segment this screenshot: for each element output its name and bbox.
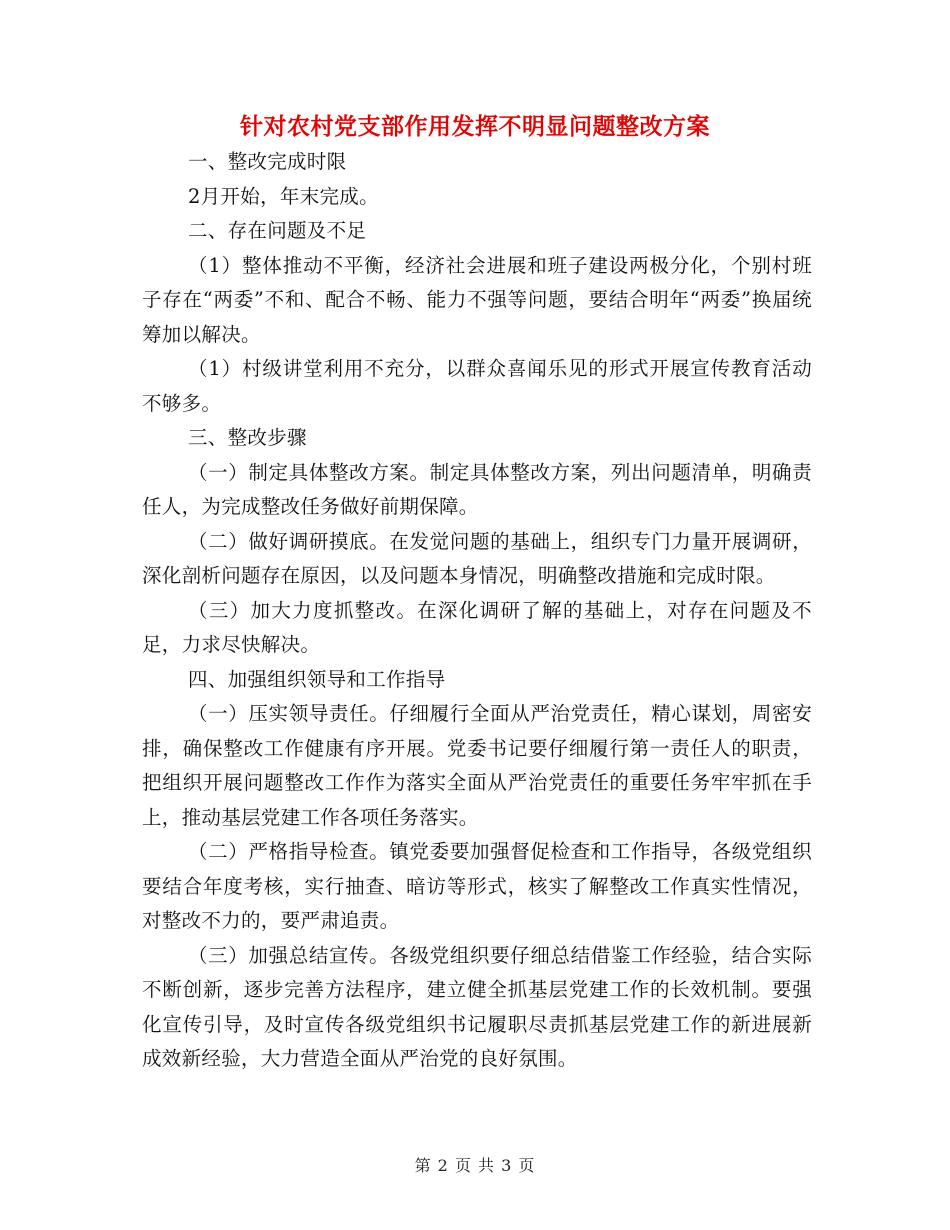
- document-title: 针对农村党支部作用发挥不明显问题整改方案: [240, 113, 710, 140]
- section-heading-steps: 三、整改步骤: [188, 426, 307, 449]
- paragraph-leadership-1: （一）压实领导责任。仔细履行全面从严治党责任，精心谋划，周密安排，确保整改工作健康有序开展。党委书记要仔细履行第一责任人的职责，把组织开展问题整改工作作为落实全面从严治党责任的重要任务牢牢抓在手上，推动基层党建工作各项任务落实。: [142, 702, 812, 829]
- section-heading-problems: 二、存在问题及不足: [188, 219, 367, 242]
- paragraph-step-2: （二）做好调研摸底。在发觉问题的基础上，组织专门力量开展调研，深化剖析问题存在原因，以及问题本身情况，明确整改措施和完成时限。: [142, 529, 812, 587]
- paragraph-problem-1: （1）整体推动不平衡，经济社会进展和班子建设两极分化，个别村班子存在“两委”不和、配合不畅、能力不强等问题，要结合明年“两委”换届统筹加以解决。: [142, 253, 812, 346]
- paragraph-step-3: （三）加大力度抓整改。在深化调研了解的基础上，对存在问题及不足，力求尽快解决。: [142, 598, 812, 656]
- document-body: [142, 145, 812, 1077]
- paragraph-deadline: 2月开始，年末完成。: [188, 184, 379, 208]
- section-heading-leadership: 四、加强组织领导和工作指导: [188, 667, 446, 691]
- paragraph-leadership-3: （三）加强总结宣传。各级党组织要仔细总结借鉴工作经验，结合实际不断创新，逐步完善方法程序，建立健全抓基层党建工作的长效机制。要强化宣传引导，及时宣传各级党组织书记履职尽责抓基层党建工作的新进展新成效新经验，大力营造全面从严治党的良好氛围。: [142, 943, 812, 1070]
- paragraph-step-1: （一）制定具体整改方案。制定具体整改方案，列出问题清单，明确责任人，为完成整改任务做好前期保障。: [142, 460, 812, 518]
- section-heading-deadline: 一、整改完成时限: [188, 150, 347, 173]
- paragraph-problem-2: （1）村级讲堂利用不充分，以群众喜闻乐见的形式开展宣传教育活动不够多。: [142, 357, 812, 415]
- paragraph-leadership-2: （二）严格指导检查。镇党委要加强督促检查和工作指导，各级党组织要结合年度考核，实行抽查、暗访等形式，核实了解整改工作真实性情况，对整改不力的，要严肃追责。: [142, 840, 812, 932]
- page-number-footer: 第 2 页 共 3 页: [414, 1156, 536, 1175]
